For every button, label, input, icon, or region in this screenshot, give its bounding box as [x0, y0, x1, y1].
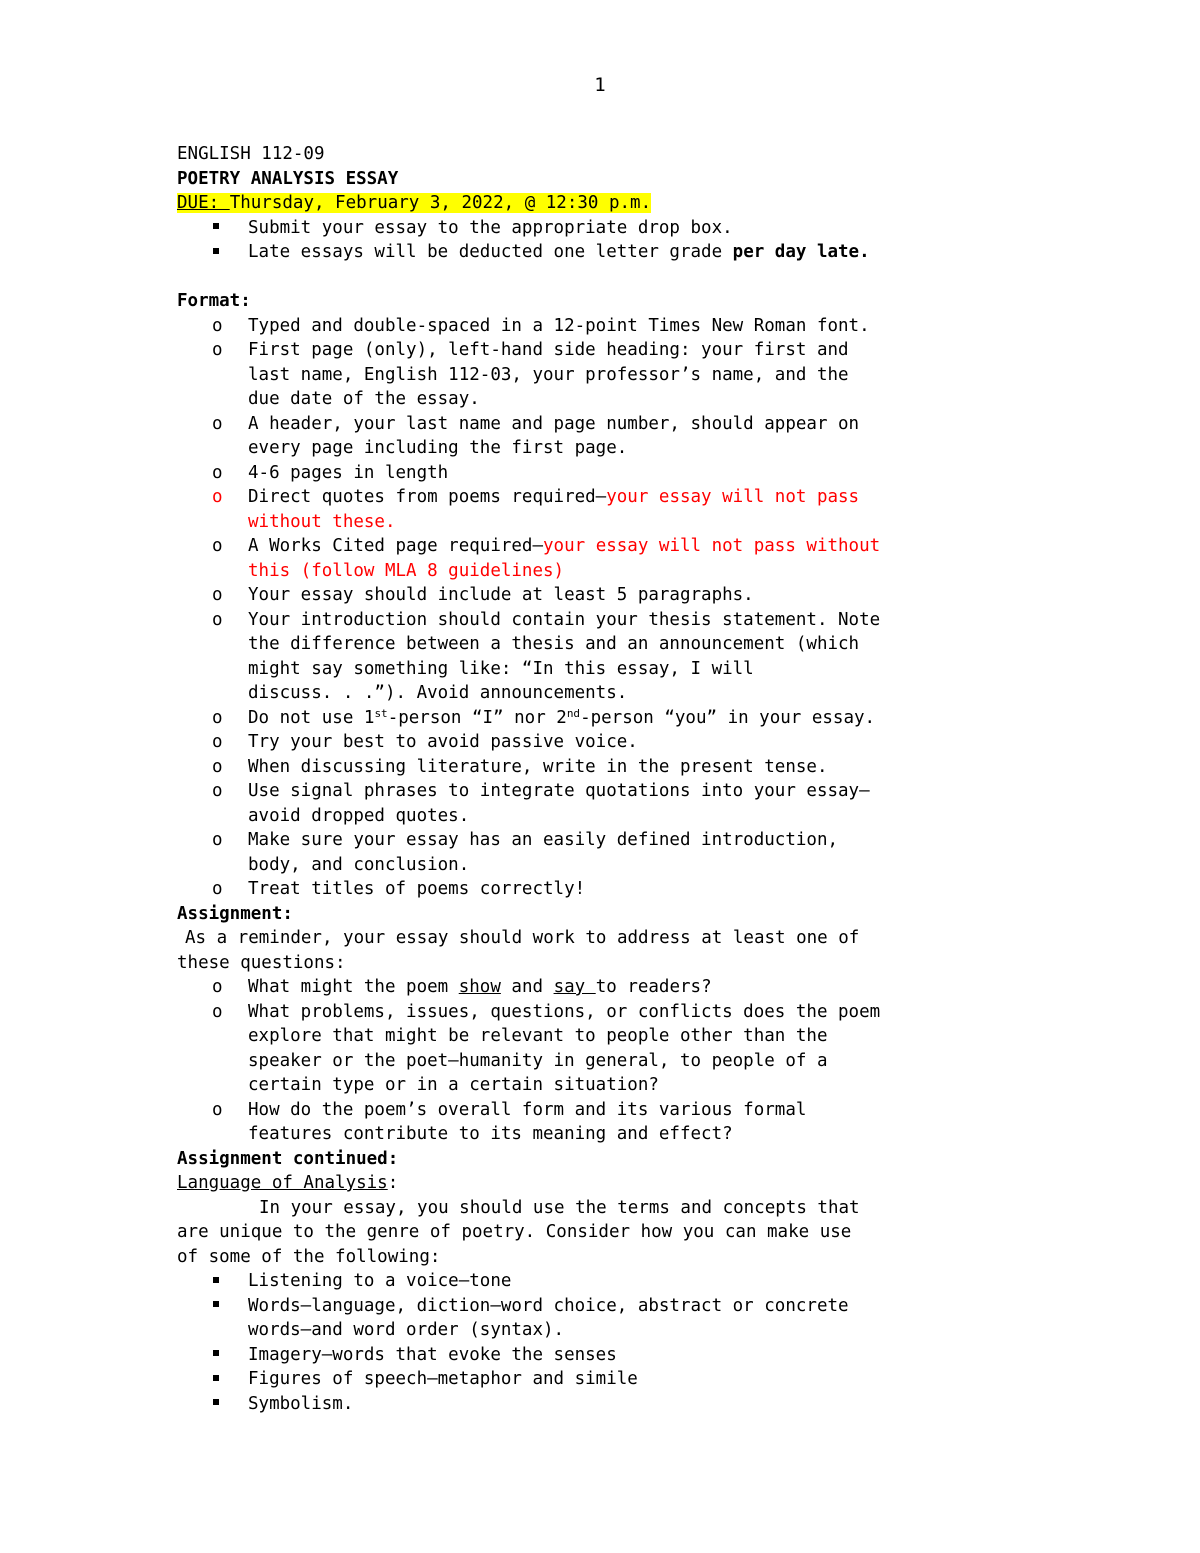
square-bullet-icon: [213, 240, 219, 265]
circle-bullet-icon: o: [212, 781, 223, 801]
assignment-intro-continuation: these questions:: [177, 952, 346, 973]
paragraph: In your essay, you should use the terms and concepts that: [259, 1197, 860, 1218]
circle-bullet-icon: o: [212, 315, 223, 336]
list-item: o A Works Cited page required—your essay will not pass without: [177, 534, 1047, 559]
paragraph-continuation: of some of the following:: [177, 1246, 441, 1267]
blank-line: [177, 265, 1047, 290]
list-item-continuation: body, and conclusion.: [248, 854, 470, 875]
list-item-continuation: explore that might be relevant to people other than the: [248, 1026, 828, 1046]
list-item: o 4-6 pages in length: [177, 461, 1047, 486]
due-date: Thursday, February 3, 2022, @ 12:30 p.m.: [229, 193, 652, 213]
square-bullet-icon: [213, 1343, 219, 1368]
list-item: Words—language, diction—word choice, abstract or concrete: [177, 1294, 1047, 1319]
circle-bullet-icon: o: [212, 977, 223, 997]
circle-bullet-icon: o: [212, 1099, 223, 1120]
list-item: o First page (only), left-hand side heading: your first and: [177, 338, 1047, 363]
language-of-analysis-subheading: Language of Analysis:: [177, 1173, 399, 1193]
list-item-continuation: certain type or in a certain situation?: [248, 1075, 659, 1095]
square-bullet-icon: [213, 1367, 219, 1392]
list-item: Submit your essay to the appropriate drop box.: [177, 216, 1047, 241]
list-item-continuation: speaker or the poet—humanity in general, to people of a: [248, 1050, 828, 1071]
list-item: Figures of speech—metaphor and simile: [177, 1367, 1047, 1392]
list-item: o When discussing literature, write in the present tense.: [177, 755, 1047, 780]
list-item: o How do the poem’s overall form and its various formal: [177, 1098, 1047, 1123]
list-item: o A header, your last name and page number, should appear on: [177, 412, 1047, 437]
paragraph-continuation: are unique to the genre of poetry. Consider how you can make use: [177, 1222, 852, 1242]
due-date-line: [177, 191, 1047, 216]
list-item-continuation: discuss. . .”). Avoid announcements.: [248, 683, 628, 703]
circle-bullet-icon: o: [212, 462, 223, 483]
circle-bullet-icon: o: [212, 732, 223, 752]
course-code: ENGLISH 112-09: [177, 144, 325, 164]
warning-text: your essay will not pass: [606, 487, 860, 507]
square-bullet-icon: [213, 1294, 219, 1319]
list-item: Listening to a voice—tone: [177, 1269, 1047, 1294]
circle-bullet-icon: o: [212, 413, 223, 434]
document-body: [177, 142, 1047, 1416]
circle-bullet-icon: o: [212, 1001, 223, 1022]
list-item: o Treat titles of poems correctly!: [177, 877, 1047, 902]
list-item: o Use signal phrases to integrate quotations into your essay—: [177, 779, 1047, 804]
warning-text: this (follow MLA 8 guidelines): [248, 560, 565, 581]
list-item-continuation: due date of the essay.: [248, 389, 480, 409]
assignment-continued-heading: Assignment continued:: [177, 1148, 399, 1169]
list-item: Imagery—words that evoke the senses: [177, 1343, 1047, 1368]
list-item-continuation: might say something like: “In this essay, I will: [248, 658, 754, 679]
list-item: o Make sure your essay has an easily defined introduction,: [177, 828, 1047, 853]
list-item-continuation: the difference between a thesis and an announcement (which: [248, 634, 860, 654]
format-heading: Format:: [177, 291, 251, 311]
list-item-continuation: features contribute to its meaning and effect?: [248, 1124, 733, 1144]
list-item: o What problems, issues, questions, or conflicts does the poem: [177, 1000, 1047, 1025]
list-item: Symbolism.: [177, 1392, 1047, 1417]
document-title: POETRY ANALYSIS ESSAY: [177, 168, 399, 189]
warning-text: without these.: [248, 511, 396, 532]
list-item: o Typed and double-spaced in a 12-point Times New Roman font.: [177, 314, 1047, 339]
square-bullet-icon: [213, 216, 219, 241]
square-bullet-icon: [213, 1269, 219, 1294]
list-item: o Do not use 1st-person “I” nor 2nd-person “you” in your essay.: [177, 706, 1047, 731]
circle-bullet-icon: o: [212, 830, 223, 850]
circle-bullet-icon: o: [212, 487, 223, 507]
circle-bullet-icon: o: [212, 340, 223, 360]
circle-bullet-icon: o: [212, 756, 223, 777]
circle-bullet-icon: o: [212, 609, 223, 630]
list-item-continuation: every page including the first page.: [248, 438, 628, 458]
list-item-continuation: avoid dropped quotes.: [248, 805, 470, 826]
list-item: o Your essay should include at least 5 paragraphs.: [177, 583, 1047, 608]
circle-bullet-icon: o: [212, 536, 223, 556]
list-item: o Your introduction should contain your thesis statement. Note: [177, 608, 1047, 633]
assignment-heading: Assignment:: [177, 903, 293, 924]
assignment-intro: As a reminder, your essay should work to address at least one of: [185, 928, 860, 948]
list-item-continuation: words—and word order (syntax).: [248, 1320, 565, 1340]
circle-bullet-icon: o: [212, 585, 223, 605]
circle-bullet-icon: o: [212, 879, 223, 899]
due-label: DUE:: [177, 193, 230, 213]
list-item-continuation: last name, English 112-03, your professor’s name, and the: [248, 364, 849, 385]
list-item: o Direct quotes from poems required—your essay will not pass: [177, 485, 1047, 510]
square-bullet-icon: [213, 1392, 219, 1417]
list-item: Late essays will be deducted one letter grade per day late.: [177, 240, 1047, 265]
circle-bullet-icon: o: [212, 707, 223, 728]
list-item: o What might the poem show and say to readers?: [177, 975, 1047, 1000]
warning-text: your essay will not pass without: [543, 536, 881, 556]
page-number: 1: [594, 74, 606, 96]
list-item: o Try your best to avoid passive voice.: [177, 730, 1047, 755]
